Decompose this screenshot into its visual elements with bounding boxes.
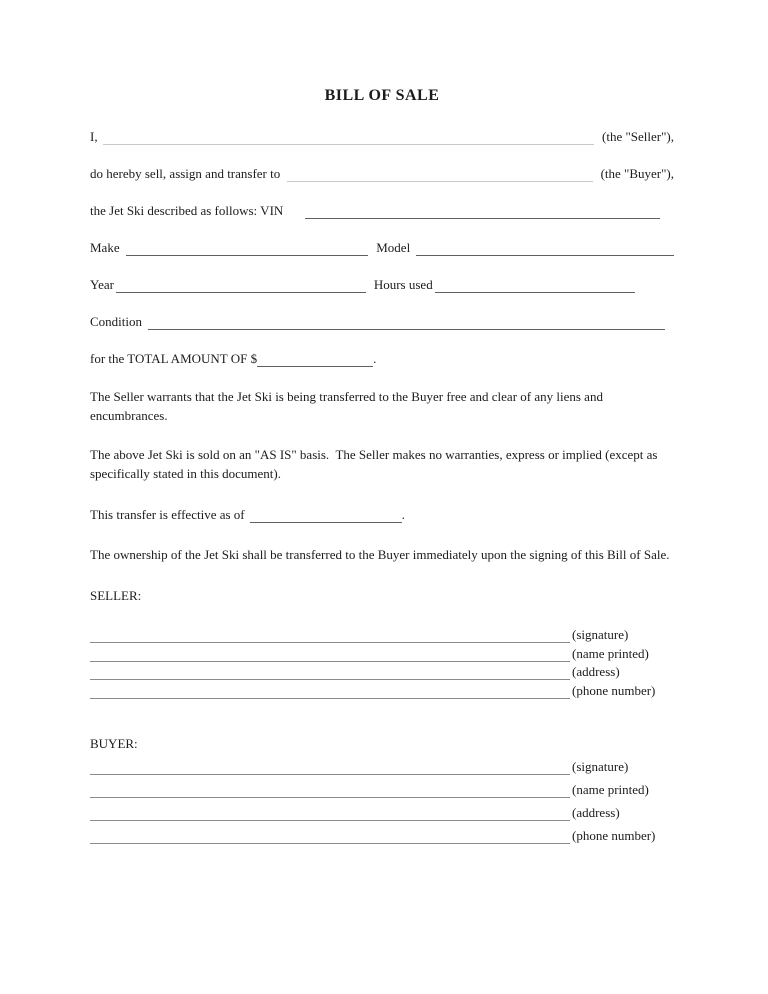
seller-name-printed-blank[interactable] [90,643,570,662]
seller-address-label: (address) [572,664,620,679]
buyer-phone-label: (phone number) [572,827,656,843]
seller-signature-row [90,625,674,644]
buyer-address-blank[interactable] [90,798,570,821]
buyer-address-row [90,798,674,821]
seller-name-row [90,128,674,145]
effective-date-blank[interactable] [250,508,402,523]
total-amount-label: for the TOTAL AMOUNT OF $ [90,351,258,366]
total-amount-period: . [373,351,377,366]
seller-phone-row [90,680,674,699]
make-blank[interactable] [126,241,369,256]
condition-row [90,313,674,330]
seller-name-prefix: I, [90,129,98,144]
effective-date-label: This transfer is effective as of [90,507,245,522]
seller-signature-label: (signature) [572,627,629,642]
condition-label: Condition [90,314,143,329]
seller-signature-blank[interactable] [90,625,570,644]
buyer-phone-row [90,821,674,844]
vin-row [90,202,674,219]
model-blank[interactable] [416,241,674,256]
as-is-paragraph: The above Jet Ski is sold on an "AS IS" basis. The Seller makes no warranties, express or implied (except as specifically stated in this document). [90,447,661,481]
total-amount-row [90,350,674,367]
year-label: Year [90,277,114,292]
seller-phone-label: (phone number) [572,682,656,698]
buyer-name-printed-row [90,775,674,798]
hours-used-label: Hours used [373,277,433,292]
make-model-row [90,239,674,256]
warranty-paragraph: The Seller warrants that the Jet Ski is being transferred to the Buyer free and clear of any liens and encumbrances. [90,389,607,423]
year-hours-row [90,276,674,293]
buyer-signature-blank[interactable] [90,752,570,775]
buyer-phone-blank[interactable] [90,821,570,844]
seller-section-heading: SELLER: [90,587,142,603]
make-label: Make [90,240,120,255]
buyer-signature-label: (signature) [572,758,629,774]
document-content [0,86,768,844]
seller-address-row [90,662,674,681]
vin-label: the Jet Ski described as follows: VIN [90,203,284,218]
buyer-name-prefix: do hereby sell, assign and transfer to [90,166,281,181]
seller-signature-block [90,625,674,699]
buyer-signature-block [90,752,674,844]
year-blank[interactable] [116,278,366,293]
buyer-name-printed-blank[interactable] [90,775,570,798]
seller-name-printed-row [90,643,674,662]
vin-blank[interactable] [305,204,660,219]
seller-name-blank[interactable] [103,130,594,145]
effective-date-period: . [401,507,405,522]
seller-phone-blank[interactable] [90,680,570,699]
condition-blank[interactable] [148,315,665,330]
total-amount-blank[interactable] [257,352,373,367]
buyer-section-heading: BUYER: [90,735,138,751]
buyer-name-blank[interactable] [287,167,592,182]
buyer-address-label: (address) [572,804,620,820]
model-label: Model [376,240,411,255]
seller-address-blank[interactable] [90,662,570,681]
page-title: BILL OF SALE [324,87,440,104]
seller-name-suffix: (the "Seller"), [602,129,674,144]
buyer-name-suffix: (the "Buyer"), [600,166,674,181]
hours-used-blank[interactable] [435,278,635,293]
effective-date-row [90,506,674,523]
buyer-name-row [90,165,674,182]
seller-name-printed-label: (name printed) [572,645,649,661]
buyer-name-printed-label: (name printed) [572,781,649,797]
ownership-paragraph: The ownership of the Jet Ski shall be transferred to the Buyer immediately upon the signing of this Bill of Sale. [90,547,670,562]
buyer-signature-row [90,752,674,775]
